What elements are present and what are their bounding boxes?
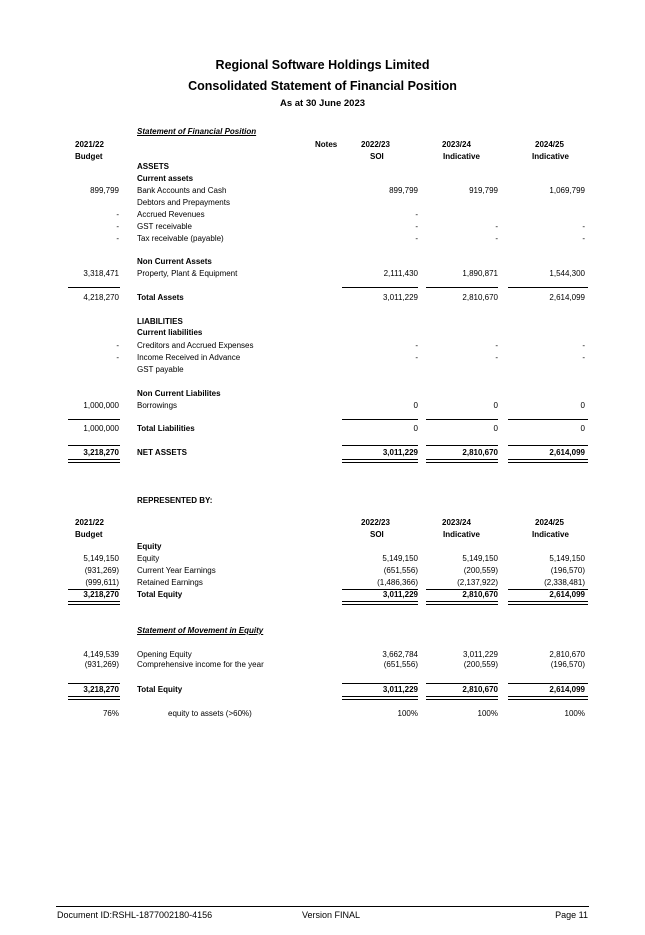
divider	[68, 287, 120, 288]
row-label: Opening Equity	[137, 650, 192, 659]
c2-cell: 2,810,670	[462, 590, 498, 599]
c2-cell: 2,810,670	[462, 448, 498, 457]
divider	[342, 683, 418, 684]
row-label: Retained Earnings	[137, 578, 203, 587]
row-label: Property, Plant & Equipment	[137, 269, 238, 278]
c2-cell: 0	[493, 401, 498, 410]
c2-cell: 5,149,150	[462, 554, 498, 563]
divider	[426, 419, 498, 420]
c2-cell: 3,011,229	[463, 650, 498, 659]
c3-cell: 0	[580, 424, 585, 433]
budget-cell: 4,149,539	[83, 650, 119, 659]
header-c2-year: 2023/24	[442, 140, 471, 149]
c1-cell: (651,556)	[383, 660, 418, 669]
statement-date: As at 30 June 2023	[279, 98, 366, 109]
current-assets-heading: Current assets	[137, 174, 194, 183]
budget-cell: -	[116, 210, 119, 219]
c1-cell: 2,111,430	[383, 269, 418, 278]
c2-cell: -	[495, 222, 498, 231]
company-name: Regional Software Holdings Limited	[215, 58, 430, 72]
c3-cell: 5,149,150	[549, 554, 585, 563]
header-c3-label: Indicative	[532, 152, 569, 161]
divider	[426, 287, 498, 288]
c1-cell: -	[415, 210, 418, 219]
c3-cell: 100%	[564, 709, 585, 718]
c3-cell: -	[582, 353, 585, 362]
c1-cell: 3,011,229	[382, 685, 418, 694]
c2-cell: 0	[493, 424, 498, 433]
row-label: Total Equity	[137, 685, 183, 694]
header-budget-label: Budget	[75, 152, 103, 161]
double-underline	[68, 696, 120, 700]
divider	[508, 445, 588, 446]
c2-cell: (200,559)	[463, 660, 498, 669]
header-budget-year: 2021/22	[75, 140, 104, 149]
divider	[508, 419, 588, 420]
c1-cell: 0	[413, 424, 418, 433]
double-underline	[426, 459, 498, 463]
header-notes: Notes	[315, 140, 338, 149]
c3-cell: 0	[580, 401, 585, 410]
c1-cell: -	[415, 234, 418, 243]
header-c3-year: 2024/25	[535, 140, 564, 149]
row-label: Creditors and Accrued Expenses	[137, 341, 254, 350]
c3-cell: 2,810,670	[549, 650, 585, 659]
divider	[68, 683, 120, 684]
footer-page-number: Page 11	[555, 910, 588, 920]
header-c2-label: Indicative	[443, 152, 480, 161]
c1-cell: 3,662,784	[382, 650, 418, 659]
non-current-liabilities-heading: Non Current Liabilites	[137, 389, 221, 398]
budget-cell: 1,000,000	[83, 401, 119, 410]
c1-cell: -	[415, 353, 418, 362]
non-current-assets-heading: Non Current Assets	[137, 257, 212, 266]
double-underline	[426, 696, 498, 700]
c3-cell: (196,570)	[550, 660, 585, 669]
double-underline	[508, 696, 588, 700]
header-c1-year: 2022/23	[361, 518, 390, 527]
budget-cell: (999,611)	[85, 578, 119, 587]
header-c1-label: SOI	[370, 152, 384, 161]
c1-cell: -	[415, 341, 418, 350]
current-liabilities-heading: Current liabilities	[137, 328, 203, 337]
row-label: equity to assets (>60%)	[168, 709, 252, 718]
header-c2-year: 2023/24	[442, 518, 471, 527]
c3-cell: 2,614,099	[549, 590, 585, 599]
header-c3-year: 2024/25	[535, 518, 564, 527]
footer-version: Version FINAL	[302, 910, 361, 920]
c1-cell: 899,799	[389, 186, 418, 195]
c3-cell: -	[582, 234, 585, 243]
row-label: Equity	[137, 554, 160, 563]
budget-cell: 899,799	[90, 186, 119, 195]
budget-cell: 3,218,270	[83, 448, 119, 457]
row-label: GST payable	[137, 365, 184, 374]
budget-cell: 3,218,270	[83, 590, 119, 599]
statement-title: Consolidated Statement of Financial Position	[188, 79, 457, 93]
header-c3-label: Indicative	[532, 530, 569, 539]
c2-cell: 919,799	[469, 186, 498, 195]
c2-cell: 2,810,670	[462, 293, 498, 302]
double-underline	[68, 601, 120, 605]
c2-cell: 2,810,670	[462, 685, 498, 694]
c3-cell: 2,614,099	[549, 448, 585, 457]
c1-cell: 0	[413, 401, 418, 410]
divider	[342, 287, 418, 288]
c2-cell: (2,137,922)	[457, 578, 498, 587]
divider	[508, 287, 588, 288]
c3-cell: 1,069,799	[549, 186, 585, 195]
c2-cell: -	[495, 353, 498, 362]
row-label: Total Liabilities	[137, 424, 195, 433]
c2-cell: -	[495, 234, 498, 243]
row-label: Debtors and Prepayments	[137, 198, 230, 207]
c3-cell: (2,338,481)	[544, 578, 585, 587]
double-underline	[342, 696, 418, 700]
header-budget-year: 2021/22	[75, 518, 104, 527]
row-label: NET ASSETS	[137, 448, 187, 457]
divider	[342, 419, 418, 420]
row-label: Tax receivable (payable)	[137, 234, 224, 243]
row-label: Total Assets	[137, 293, 184, 302]
double-underline	[508, 601, 588, 605]
liabilities-heading: LIABILITIES	[137, 317, 183, 326]
budget-cell: -	[116, 353, 119, 362]
budget-cell: 5,149,150	[83, 554, 119, 563]
represented-by-heading: REPRESENTED BY:	[137, 496, 213, 505]
c1-cell: -	[415, 222, 418, 231]
budget-cell: 4,218,270	[83, 293, 119, 302]
c1-cell: (1,486,366)	[377, 578, 418, 587]
header-c2-label: Indicative	[443, 530, 480, 539]
budget-cell: -	[116, 222, 119, 231]
c2-cell: 1,890,871	[462, 269, 498, 278]
assets-heading: ASSETS	[137, 162, 170, 171]
header-c1-label: SOI	[370, 530, 384, 539]
row-label: Bank Accounts and Cash	[137, 186, 227, 195]
budget-cell: (931,269)	[84, 660, 119, 669]
c3-cell: 2,614,099	[549, 685, 585, 694]
double-underline	[508, 459, 588, 463]
double-underline	[342, 459, 418, 463]
divider	[508, 683, 588, 684]
c3-cell: -	[582, 341, 585, 350]
c3-cell: -	[582, 222, 585, 231]
movement-section-title: Statement of Movement in Equity	[137, 626, 264, 635]
row-label: Comprehensive income for the year	[137, 660, 264, 669]
header-c1-year: 2022/23	[361, 140, 390, 149]
footer-document-id: Document ID:RSHL-1877002180-4156	[57, 910, 213, 920]
row-label: Income Received in Advance	[137, 353, 241, 362]
divider	[426, 445, 498, 446]
double-underline	[426, 601, 498, 605]
row-label: GST receivable	[137, 222, 192, 231]
c3-cell: 1,544,300	[549, 269, 585, 278]
divider	[426, 683, 498, 684]
c1-cell: 3,011,229	[382, 448, 418, 457]
double-underline	[342, 601, 418, 605]
equity-heading: Equity	[137, 542, 162, 551]
budget-cell: 1,000,000	[83, 424, 119, 433]
row-label: Total Equity	[137, 590, 183, 599]
budget-cell: 3,318,471	[83, 269, 119, 278]
c2-cell: 100%	[477, 709, 498, 718]
c1-cell: (651,556)	[383, 566, 418, 575]
footer-rule	[56, 906, 589, 907]
double-underline	[68, 459, 120, 463]
budget-cell: -	[116, 234, 119, 243]
budget-cell: 3,218,270	[83, 685, 119, 694]
budget-cell: 76%	[102, 709, 119, 718]
c1-cell: 100%	[397, 709, 418, 718]
c1-cell: 3,011,229	[383, 293, 418, 302]
divider	[68, 419, 120, 420]
budget-cell: -	[116, 341, 119, 350]
sfp-section-title: Statement of Financial Position	[137, 127, 257, 136]
header-budget-label: Budget	[75, 530, 103, 539]
row-label: Accrued Revenues	[137, 210, 205, 219]
budget-cell: (931,269)	[84, 566, 119, 575]
c3-cell: 2,614,099	[549, 293, 585, 302]
row-label: Current Year Earnings	[137, 566, 216, 575]
c1-cell: 5,149,150	[382, 554, 418, 563]
c1-cell: 3,011,229	[382, 590, 418, 599]
divider	[68, 445, 120, 446]
divider	[342, 445, 418, 446]
row-label: Borrowings	[137, 401, 178, 410]
c2-cell: -	[495, 341, 498, 350]
c3-cell: (196,570)	[550, 566, 585, 575]
c2-cell: (200,559)	[463, 566, 498, 575]
